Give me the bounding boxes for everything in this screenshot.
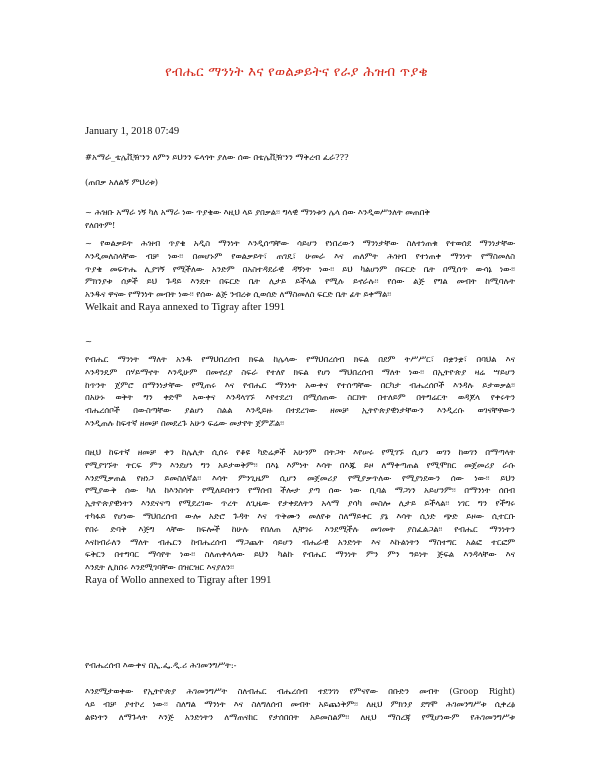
welkait-paragraph bbox=[85, 237, 515, 315]
text-line: ~ የወልቃይት ሕዝብ ጥያቄ አዲስ ማንነት እንዲሰጣቸው ሳይሆን የነበረውን ማንነታቸው ስለተነጠቁ የተወሰደ ማንነታቸው bbox=[85, 238, 515, 248]
text-line: ብሔረሰቦች በውስጣቸው ያልሆነ ስልል እንዲይዙ በተደረገው ዘመቻ ኢትዮጵያዊነታቸውን እንዲረሱ ወገናቸዋውን bbox=[85, 405, 515, 416]
text-line: ፍቅርን በተግባር ማሳየት ነው፡፡ ስለጠቀላላው ይህን ካልኩ የብሔር ማንነት ምን ምን ዓይነት ጅፍል እንዳላቸው እና bbox=[85, 549, 515, 560]
post-date: January 1, 2018 07:49 bbox=[85, 126, 180, 137]
text-line: ልዩነትን ለማጉላት እንጅ አንድነትን ለማጠናከር የታሰበበት አይመስልም፡፡ ለዚህ ማስረጃ የሚሆነውም የሕገመንግሥቱ bbox=[85, 711, 515, 722]
headline-welkait: Welkait and Raya annexed to Tigray after 1991 bbox=[85, 301, 286, 313]
text-line: እናከብራለን ማለት ብሔርን ከብሔረሰብ ማጋጨት ሳይሆን ብሔራዊ አንድነት እና እኩልነትን ማስተግር አልፎ ተርፎም bbox=[85, 536, 515, 547]
text-line: አንዱና ዋናው የማንነት መብት ነው፡፡ የሰው ልጅ ንብረቱ ሲወሰድ ለማስመለስ ፍርድ ቤት ፊት ይቀማል፡፡ bbox=[85, 289, 392, 300]
text-line: በአሁኑ ወቅት ግን ቀድሞ አውቀና እንዳላገኙ እየተደረገ በሚሰጠው ስርክት በተለይም በትግሬርት ወዳጆላ የቀሩትን bbox=[85, 392, 515, 403]
text-line: የሚያውቅ ሰው ካለ ከእንስሳት የሚለይበትን የማሰብ ችሎታ ያጣ ሰው ነው ቢባል ማጋነን አይሆንም፡፡ በማንነት ሰበብ bbox=[85, 485, 515, 496]
text-line: ~ ሕዝቡ አማራ ነኝ ካለ አማራ ነው ጥያቄው እዚህ ላይ ያበቃል፡፡ ግላዊ ማንነቱን ሌላ ሰው እንዲወሥንለት መጠበቅ bbox=[85, 207, 430, 217]
text-line: እንዴት ሊከበሩ እንደሚገባቸው በዝርዝር እናያለን፡፡ bbox=[85, 562, 235, 573]
text-line: እንደሚቃጠል የዘነጋ ይመስለኛል፡፡ እሳት ምንጊዜም ሲሆን መጀመሪያ የሚያቃጥለው የሚያነደውን ሰው ነው፡፡ ይህን bbox=[85, 472, 515, 483]
text-line: የበሩ ድባቅ እጅግ ላቸው ክፍሎች ከሁሉ የበለጠ ሊቸገሩ እንደሚችሉ መገመት ያስፈልጋል፡፡ የብሔር ማንነትን bbox=[85, 523, 515, 534]
text-line: ከጥንት ጀምሮ በማንነታቸው የሚጠሩ እና የብሔር ማንነት አውቀና የተሰጣቸው በርካታ ብሔረሰቦች እንዳሉ ይታወቃል፡፡ bbox=[85, 379, 515, 390]
headline-raya: Raya of Wollo annexed to Tigray after 1991 bbox=[85, 574, 272, 586]
tilde-separator: ~ bbox=[85, 336, 93, 346]
intro-paragraph bbox=[85, 206, 515, 232]
text-line: እንዳንዴም በሃይማኖት እንዲሁም በመኖሪያ ስፍራ የተለየ ክፍል የሆነ ማህበረሰብ ማለት ነው፡፡ በኢትዮጵያ ዛሬ ሣይሆን bbox=[85, 366, 515, 377]
text-line: የብሔር ማንነት ማለት አንዱ የማህበረሰብ ክፍል ከሌላው የማህበረሰብ ክፍል በደም ትሥሥር፣ በቋንቋ፣ በባህል እና bbox=[85, 354, 515, 364]
text-line: ጥያቄ መፍትሔ ሊያገኝ የሚችለው አንድም በአስተዳደራዊ ዳኝነት ነው፡፡ ይህ ካልሆነም በፍርድ ቤት በሚሰጥ ውሳኔ ነው፡፡ bbox=[85, 263, 515, 274]
text-line: ተካፋይ የሆነው ማህበረሰብ ውሎ አድሮ ጉዳት እና ጥቅሙን መለየቱ ስለማይቀር ያኔ እሳት ሲነድ ጭድ ይዞው ሲተርቡ bbox=[85, 510, 515, 521]
text-line: እንደሚታወቀው የኢትዮጵያ ሕገመንግሥት ስለብሔር ብሔረሰብ ተደንገነ የምናየው በቡድን መብት (Groop Right) bbox=[85, 686, 515, 696]
author-line: (ጠበቃ አለልኝ ምህረቱ) bbox=[85, 177, 159, 187]
section-subheading: የብሔረሰብ እውቀና በኢ.ፌ.ዲ.ሪ ሕገመንግሥት:- bbox=[85, 660, 237, 670]
document-title: የብሔር ማንነት እና የወልቃይትና የራያ ሕዝብ ጥያቄ bbox=[165, 64, 428, 80]
text-line: እንዲጠሉ ከፍተኛ ዘመቻ በመደረጉ አሁን ፍሬው መታየት ጀምሯል፡፡ bbox=[85, 417, 285, 428]
text-line: ኢትዮጵያዊነትን እንደናናጣ የሚደረገው ጥረት ለጊዜው የታቀደለትን አላማ ያሳካ መስሎ ሊታይ ይችላል፡፡ ነገር ግን የችግሩ bbox=[85, 498, 515, 509]
identity-paragraph bbox=[85, 353, 515, 430]
text-line: ላይ ብቻ ያተኮረ ነው፡፡ ስለግል ማንነት እና ስለግለሰብ መብት አይጨነቅም፡፡ ለዚህ ምክንያ ደግሞ ሕገመንግሥቱ ሲቀረፅ bbox=[85, 698, 515, 709]
text-line: በዚህ ከፍተኛ ዘመቻ ቀን ከሌሊት ሲሰሩ የቆዩ ካድሬዎች አሁንም በትጋት እየሠሩ የሚገኙ ሲሆን ወገን ከወገን በማጣላት bbox=[85, 447, 515, 457]
text-line: የሚያገኙት ትርፍ ምን እንደሆነ ግን አይታወቅም፡፡ በእኔ እምነት እሳት በእጁ ይዞ ለማቀጣጠል የሚሞክር መጀመሪያ ራሱ bbox=[85, 459, 515, 470]
hashtag-line: #አማራ_ቴሌቪዥንን ለምን ይህንን ፍላጎት ያለው ሰው በቴሌቪዥንን ማቅረብ ፈራ??? bbox=[85, 152, 349, 162]
constitution-paragraph bbox=[85, 685, 515, 723]
text-line: የለበትም! bbox=[85, 219, 116, 230]
text-line: ምክንያቱ ሰዎች ይህ ጉዳይ እንዴት በፍርድ ቤት ሊታይ ይችላል የሚሉ ይኖራሉ፡፡ የሰው ልጅ የግል መብት ከሚባሉት bbox=[85, 276, 515, 287]
campaign-paragraph bbox=[85, 446, 515, 588]
text-line: እንዲመለስላቸው ብቻ ነው፡፡ በመሆኑም የወልቃይት፣ ጠገዴ፣ ሁመራ እና ጠለምት ሕዝብ የተነጠቀ ማንነት የማስመለስ bbox=[85, 250, 515, 261]
